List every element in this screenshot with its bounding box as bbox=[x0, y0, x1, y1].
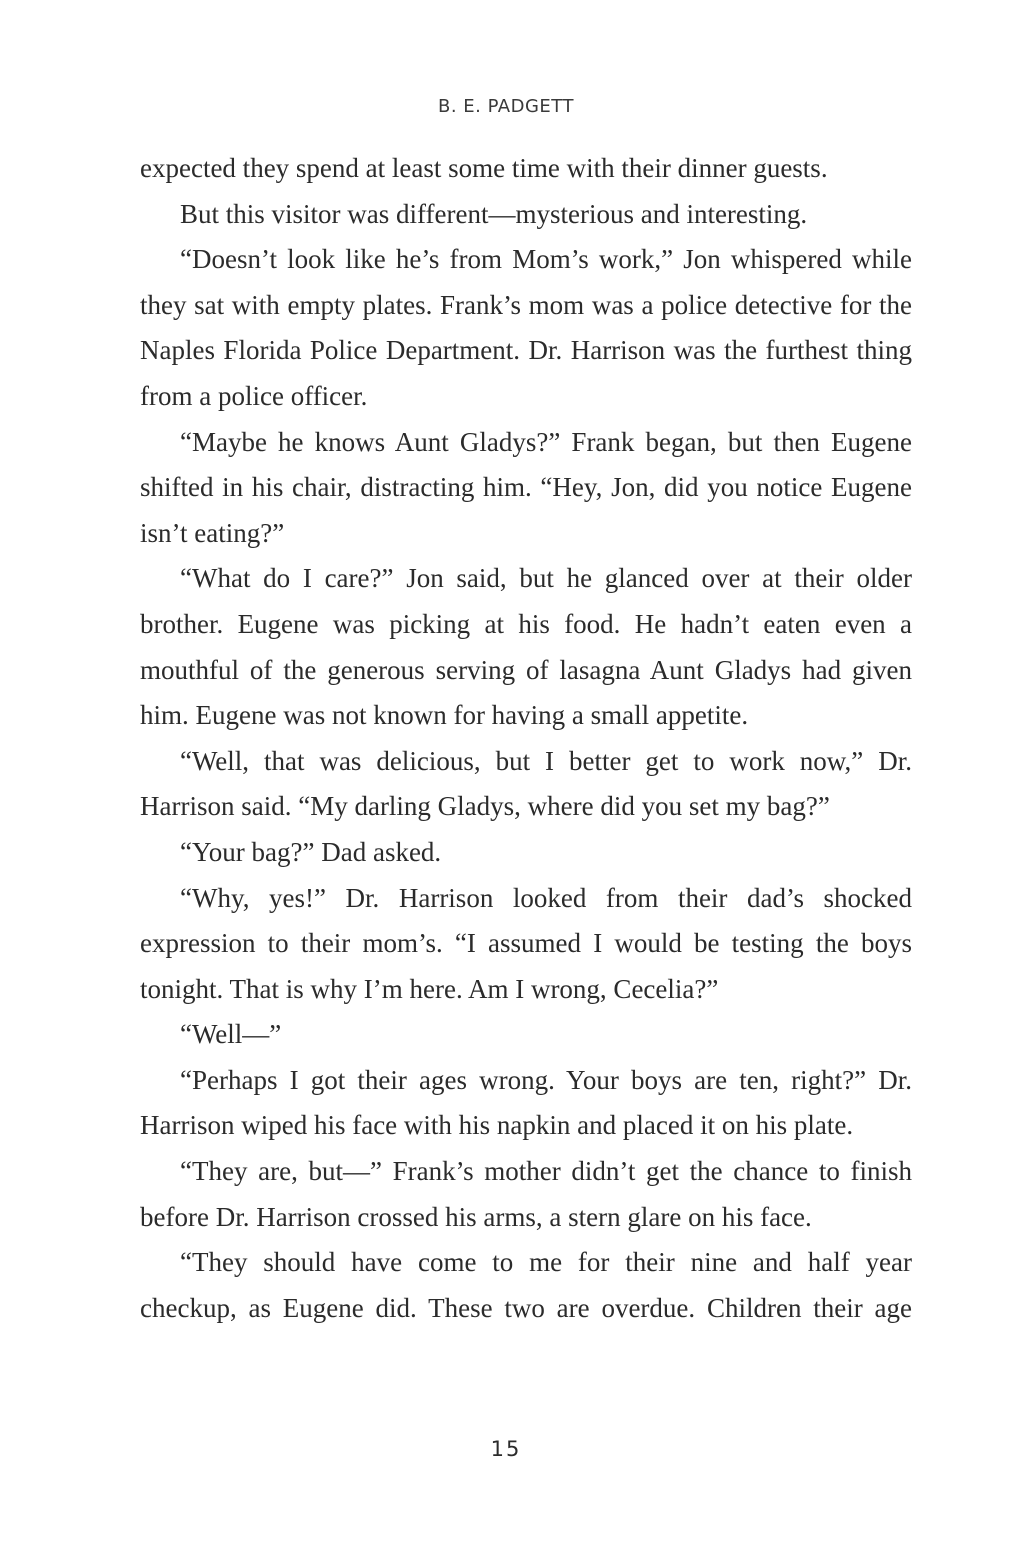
paragraph-7: “Your bag?” Dad asked. bbox=[180, 836, 442, 867]
paragraph-1: expected they spend at least some time with their dinner guests. bbox=[140, 153, 828, 183]
paragraph-6: “Well, that was delicious, but I better get to work now,” Dr. Harrison said. “My darling Gladys, where did you set my bag?” bbox=[140, 745, 912, 822]
paragraph-10: “Perhaps I got their ages wrong. Your boys are ten, right?” Dr. Harrison wiped his face with his napkin and placed it on his plate. bbox=[140, 1064, 912, 1141]
page-number: 15 bbox=[490, 1437, 522, 1461]
paragraph-5: “What do I care?” Jon said, but he glanced over at their older brother. Eugene was picking at his food. He hadn’t eaten even a mouthful of the generous serving of lasagna Aunt Gladys had given him. Eugene was not known for having a small appetite. bbox=[140, 563, 912, 731]
body-text bbox=[140, 146, 912, 1331]
paragraph-2: But this visitor was different—mysterious and interesting. bbox=[180, 198, 808, 229]
paragraph-11: “They are, but—” Frank’s mother didn’t get the chance to finish before Dr. Harrison crossed his arms, a stern glare on his face. bbox=[140, 1156, 912, 1232]
running-head-author: B. E. PADGETT bbox=[438, 96, 574, 117]
paragraph-9: “Well—” bbox=[180, 1019, 282, 1050]
paragraph-8: “Why, yes!” Dr. Harrison looked from their dad’s shocked expression to their mom’s. “I assumed I would be testing the boys tonight. That is why I’m here. Am I wrong, Cecelia?” bbox=[140, 882, 912, 1004]
paragraph-4: “Maybe he knows Aunt Gladys?” Frank began, but then Eugene shifted in his chair, distracting him. “Hey, Jon, did you notice Eugene isn’t eating?” bbox=[140, 426, 912, 548]
paragraph-3: “Doesn’t look like he’s from Mom’s work,” Jon whispered while they sat with empty plates. Frank’s mom was a police detective for the Naples Florida Police Department. Dr. Harrison was the furthest thing from a police officer. bbox=[140, 244, 912, 411]
paragraph-12: “They should have come to me for their nine and half year checkup, as Eugene did. These two are overdue. Children their age bbox=[140, 1247, 912, 1323]
